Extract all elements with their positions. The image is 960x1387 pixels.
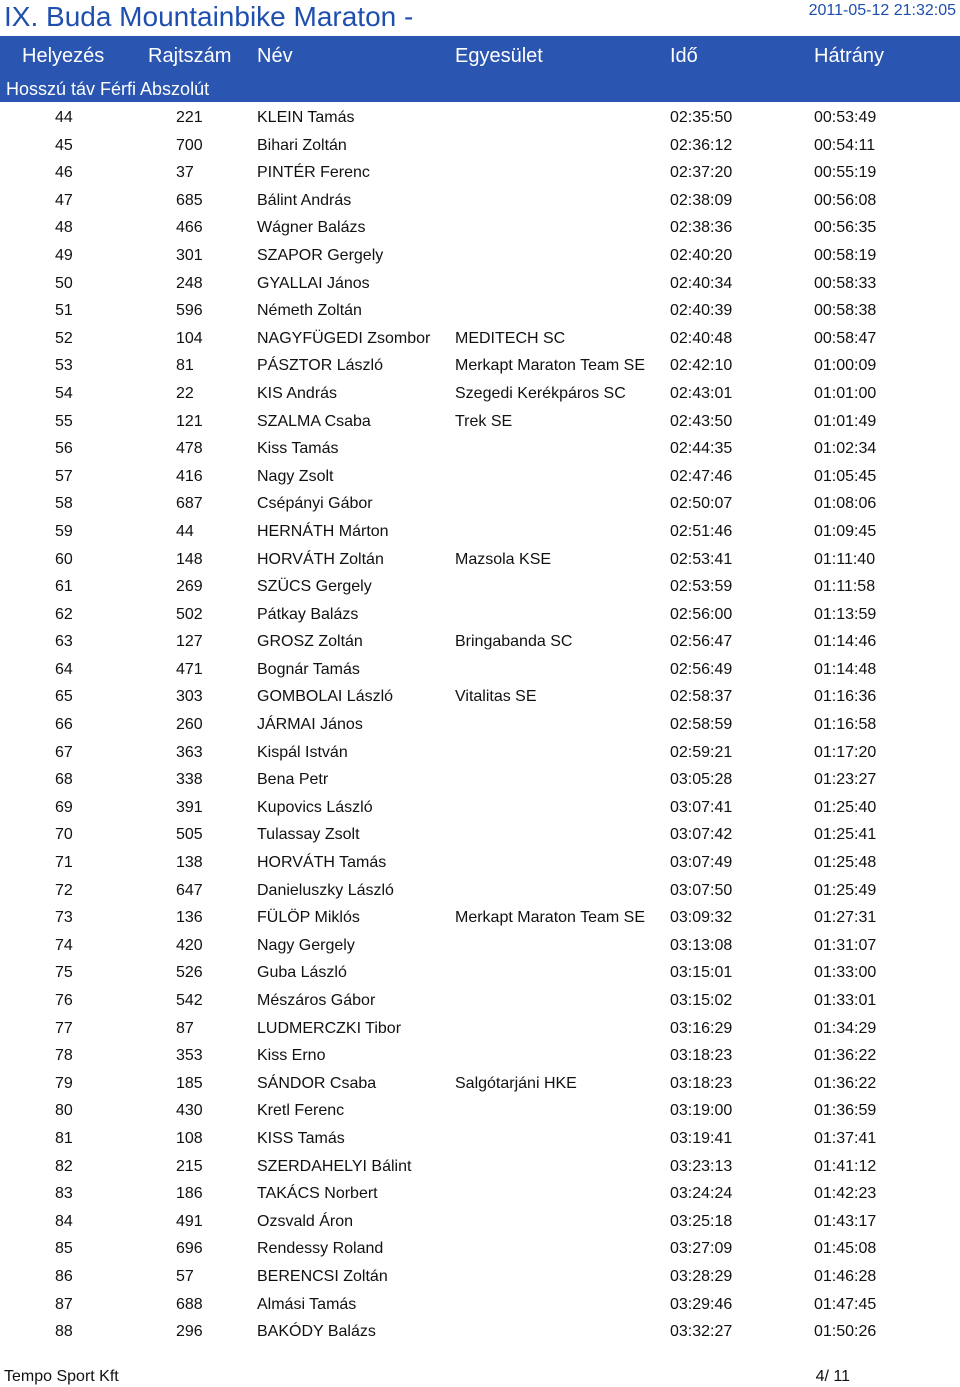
table-row [0,408,960,436]
cell-time: 03:15:02 [670,992,733,1009]
cell-time: 02:35:50 [670,109,733,126]
table-row [0,325,960,353]
cell-time: 02:38:36 [670,219,733,237]
cell-name: SÁNDOR Csaba [257,1074,377,1092]
column-header-club: Egyesület [455,45,543,67]
cell-name: GOMBOLAI László [257,688,394,706]
cell-bib: 248 [176,274,203,292]
cell-position: 74 [55,936,73,954]
cell-name: Bihari Zoltán [257,136,347,154]
cell-gap: 01:36:59 [814,1102,877,1120]
cell-name: Almási Tamás [257,1295,357,1313]
cell-position: 66 [55,716,73,734]
cell-position: 78 [55,1047,73,1065]
cell-position: 70 [55,826,73,844]
cell-position: 82 [55,1157,73,1175]
cell-name: Kispál István [257,743,348,761]
cell-name: KIS András [257,384,338,402]
cell-bib: 303 [176,688,203,706]
cell-bib: 505 [176,826,203,844]
cell-bib: 269 [176,578,203,596]
cell-bib: 185 [176,1074,203,1092]
cell-name: Tulassay Zsolt [257,826,360,844]
cell-time: 02:51:46 [670,522,733,540]
cell-time: 02:43:01 [670,384,733,402]
cell-time: 03:25:18 [670,1212,733,1230]
table-row [0,601,960,629]
cell-name: Kiss Erno [257,1047,326,1065]
cell-gap: 01:13:59 [814,605,877,623]
cell-gap: 01:33:01 [814,992,877,1009]
document-title: IX. Buda Mountainbike Maraton - [4,1,414,32]
cell-gap: 01:17:20 [814,743,877,761]
results-table [0,104,960,1346]
cell-time: 02:58:59 [670,716,733,734]
cell-bib: 466 [176,219,203,237]
table-row [0,1042,960,1070]
cell-gap: 00:56:35 [814,219,877,237]
cell-position: 57 [55,467,73,485]
cell-time: 03:15:01 [670,964,733,982]
cell-time: 03:27:09 [670,1240,733,1258]
cell-position: 48 [55,219,73,237]
cell-time: 02:42:10 [670,357,733,375]
cell-name: NAGYFÜGEDI Zsombor [257,329,431,347]
cell-position: 54 [55,384,73,402]
cell-time: 03:29:46 [670,1295,733,1313]
cell-club: MEDITECH SC [455,329,566,347]
cell-bib: 478 [176,440,203,458]
cell-bib: 44 [176,522,194,540]
cell-name: BAKÓDY Balázs [257,1323,376,1341]
cell-position: 45 [55,136,73,154]
document-timestamp: 2011-05-12 21:32:05 [808,2,956,19]
cell-time: 03:07:49 [670,854,733,872]
cell-position: 62 [55,605,73,623]
cell-name: Bena Petr [257,771,329,789]
cell-position: 86 [55,1267,73,1285]
cell-time: 03:24:24 [670,1185,733,1203]
cell-gap: 01:41:12 [814,1157,877,1175]
cell-club: Mazsola KSE [455,550,552,568]
cell-position: 59 [55,522,73,540]
cell-club: Bringabanda SC [455,633,573,651]
cell-time: 02:38:09 [670,191,733,209]
cell-position: 88 [55,1323,73,1341]
column-header-time: Idő [670,45,698,67]
cell-bib: 391 [176,798,203,816]
cell-club: Salgótarjáni HKE [455,1074,577,1092]
cell-gap: 01:14:46 [814,633,877,651]
cell-name: Pátkay Balázs [257,605,359,623]
cell-gap: 01:37:41 [814,1129,877,1147]
table-row [0,187,960,215]
cell-time: 02:58:37 [670,688,733,706]
cell-name: Kupovics László [257,798,373,816]
cell-bib: 296 [176,1323,203,1341]
cell-bib: 687 [176,495,203,513]
cell-position: 47 [55,191,73,209]
cell-name: Ozsvald Áron [257,1212,354,1230]
cell-gap: 01:01:00 [814,384,877,402]
cell-gap: 01:25:48 [814,854,877,872]
cell-name: Wágner Balázs [257,219,366,237]
cell-position: 52 [55,329,73,347]
cell-name: TAKÁCS Norbert [257,1185,378,1203]
cell-bib: 301 [176,246,203,264]
cell-gap: 01:34:29 [814,1019,877,1037]
table-row [0,849,960,877]
cell-name: KLEIN Tamás [257,109,355,126]
cell-bib: 596 [176,302,203,320]
cell-position: 64 [55,660,73,678]
cell-gap: 01:00:09 [814,357,877,375]
column-header-name: Név [257,45,293,67]
cell-bib: 136 [176,909,203,927]
cell-name: Mészáros Gábor [257,992,376,1009]
cell-time: 02:56:00 [670,605,733,623]
cell-name: Danieluszky László [257,881,394,899]
cell-gap: 01:08:06 [814,495,877,513]
cell-bib: 186 [176,1185,203,1203]
cell-name: Nagy Zsolt [257,467,334,485]
table-row [0,214,960,242]
cell-gap: 01:43:17 [814,1212,877,1230]
cell-position: 72 [55,881,73,899]
cell-bib: 688 [176,1295,203,1313]
cell-position: 60 [55,550,73,568]
cell-bib: 87 [176,1019,194,1037]
cell-name: GROSZ Zoltán [257,633,363,651]
cell-position: 51 [55,302,73,320]
table-row [0,380,960,408]
cell-position: 83 [55,1185,73,1203]
cell-gap: 01:25:41 [814,826,877,844]
cell-gap: 01:33:00 [814,964,877,982]
cell-position: 53 [55,357,73,375]
cell-bib: 526 [176,964,203,982]
cell-bib: 363 [176,743,203,761]
cell-time: 02:50:07 [670,495,733,513]
cell-time: 02:53:41 [670,550,733,568]
table-row [0,104,960,132]
cell-gap: 01:45:08 [814,1240,877,1258]
column-header-gap: Hátrány [814,45,885,67]
table-row [0,1153,960,1181]
table-row [0,159,960,187]
cell-position: 49 [55,246,73,264]
cell-position: 71 [55,854,73,872]
cell-position: 69 [55,798,73,816]
cell-time: 02:59:21 [670,743,733,761]
table-row [0,1263,960,1291]
cell-bib: 416 [176,467,203,485]
cell-gap: 01:36:22 [814,1074,877,1092]
cell-bib: 700 [176,136,203,154]
cell-time: 02:40:48 [670,329,733,347]
cell-position: 84 [55,1212,73,1230]
cell-bib: 338 [176,771,203,789]
table-row [0,490,960,518]
table-row [0,987,960,1015]
cell-name: Rendessy Roland [257,1240,384,1258]
cell-position: 81 [55,1129,73,1147]
cell-gap: 00:55:19 [814,164,877,182]
cell-gap: 00:58:19 [814,246,877,264]
table-row [0,1318,960,1346]
table-row [0,1097,960,1125]
cell-gap: 01:25:49 [814,881,877,899]
cell-name: SZERDAHELYI Bálint [257,1157,412,1175]
table-row [0,1015,960,1043]
cell-position: 46 [55,164,73,182]
cell-bib: 420 [176,936,203,954]
cell-name: FÜLÖP Miklós [257,909,360,927]
cell-bib: 121 [176,412,203,430]
cell-gap: 01:23:27 [814,771,877,789]
cell-gap: 00:58:47 [814,329,877,347]
cell-gap: 01:02:34 [814,440,877,458]
cell-gap: 00:58:38 [814,302,877,320]
table-row [0,463,960,491]
cell-name: Németh Zoltán [257,302,362,320]
cell-position: 68 [55,771,73,789]
table-row [0,1180,960,1208]
cell-time: 02:40:20 [670,246,733,264]
cell-gap: 01:11:58 [814,578,876,596]
cell-name: Csépányi Gábor [257,495,373,513]
cell-position: 85 [55,1240,73,1258]
cell-bib: 221 [176,109,203,126]
cell-gap: 01:16:58 [814,716,877,734]
table-header [0,36,960,102]
cell-time: 03:07:42 [670,826,733,844]
cell-position: 73 [55,909,73,927]
table-row [0,1070,960,1098]
cell-time: 03:32:27 [670,1323,733,1341]
cell-club: Vitalitas SE [455,688,537,706]
cell-bib: 148 [176,550,203,568]
cell-gap: 00:53:49 [814,109,877,126]
cell-gap: 01:05:45 [814,467,877,485]
cell-bib: 353 [176,1047,203,1065]
cell-time: 02:44:35 [670,440,733,458]
cell-time: 02:47:46 [670,467,733,485]
cell-bib: 430 [176,1102,203,1120]
table-row [0,821,960,849]
table-row [0,546,960,574]
table-row [0,794,960,822]
cell-gap: 00:56:08 [814,191,877,209]
cell-time: 02:53:59 [670,578,733,596]
table-row [0,1125,960,1153]
table-row [0,242,960,270]
cell-bib: 502 [176,605,203,623]
cell-position: 65 [55,688,73,706]
cell-position: 80 [55,1102,73,1120]
column-header-bib: Rajtszám [148,45,232,67]
cell-position: 50 [55,274,73,292]
cell-time: 03:05:28 [670,771,733,789]
cell-gap: 01:42:23 [814,1185,877,1203]
cell-position: 63 [55,633,73,651]
table-row [0,1291,960,1319]
table-row [0,573,960,601]
cell-time: 03:28:29 [670,1267,733,1285]
cell-time: 03:13:08 [670,936,733,954]
cell-club: Merkapt Maraton Team SE [455,909,646,927]
cell-time: 03:07:50 [670,881,733,899]
cell-bib: 685 [176,191,203,209]
cell-time: 03:19:00 [670,1102,733,1120]
title-bar [0,0,960,36]
cell-name: GYALLAI János [257,274,370,292]
cell-name: Guba László [257,964,347,982]
table-row [0,1208,960,1236]
cell-gap: 01:16:36 [814,688,877,706]
cell-time: 02:36:12 [670,136,733,154]
footer-company: Tempo Sport Kft [4,1368,119,1385]
cell-time: 02:56:49 [670,660,733,678]
cell-gap: 01:09:45 [814,522,877,540]
cell-bib: 542 [176,992,203,1009]
cell-time: 03:18:23 [670,1047,733,1065]
cell-name: LUDMERCZKI Tibor [257,1019,402,1037]
category-label: Hosszú táv Férfi Abszolút [6,79,210,99]
cell-bib: 22 [176,384,194,402]
cell-club: Merkapt Maraton Team SE [455,357,646,375]
table-row [0,683,960,711]
table-row [0,132,960,160]
cell-position: 75 [55,964,73,982]
cell-gap: 00:54:11 [814,136,876,154]
cell-bib: 696 [176,1240,203,1258]
cell-bib: 215 [176,1157,203,1175]
table-row [0,959,960,987]
table-row [0,656,960,684]
cell-bib: 37 [176,164,194,182]
cell-gap: 01:50:26 [814,1323,877,1341]
cell-gap: 01:01:49 [814,412,877,430]
cell-name: SZAPOR Gergely [257,246,384,264]
table-row [0,435,960,463]
cell-name: Nagy Gergely [257,936,355,954]
cell-club: Trek SE [455,412,513,430]
table-row [0,904,960,932]
table-row [0,766,960,794]
cell-gap: 01:31:07 [814,936,877,954]
cell-name: Bognár Tamás [257,660,360,678]
table-row [0,711,960,739]
cell-position: 76 [55,992,73,1009]
cell-name: HORVÁTH Tamás [257,854,387,872]
cell-gap: 01:36:22 [814,1047,877,1065]
cell-bib: 104 [176,329,203,347]
cell-time: 03:18:23 [670,1074,733,1092]
cell-time: 03:07:41 [670,798,733,816]
cell-gap: 01:11:40 [814,550,876,568]
cell-time: 03:09:32 [670,909,733,927]
cell-bib: 647 [176,881,203,899]
cell-name: KISS Tamás [257,1129,345,1147]
table-row [0,270,960,298]
cell-name: PÁSZTOR László [257,357,383,375]
cell-gap: 01:27:31 [814,909,877,927]
cell-name: BERENCSI Zoltán [257,1267,388,1285]
cell-time: 03:19:41 [670,1129,733,1147]
cell-time: 02:40:39 [670,302,733,320]
cell-position: 58 [55,495,73,513]
cell-name: PINTÉR Ferenc [257,164,370,182]
cell-gap: 01:14:48 [814,660,877,678]
cell-bib: 491 [176,1212,203,1230]
table-row [0,628,960,656]
cell-position: 67 [55,743,73,761]
cell-bib: 138 [176,854,203,872]
cell-name: Kiss Tamás [257,440,339,458]
table-row [0,352,960,380]
cell-position: 61 [55,578,73,596]
cell-position: 79 [55,1074,73,1092]
table-row [0,932,960,960]
cell-time: 03:23:13 [670,1157,733,1175]
cell-time: 03:16:29 [670,1019,733,1037]
cell-name: HERNÁTH Márton [257,522,389,540]
cell-bib: 471 [176,660,203,678]
column-header-position: Helyezés [22,45,105,67]
footer-page-number: 4/ 11 [815,1368,850,1385]
cell-name: SZÜCS Gergely [257,578,372,596]
cell-position: 77 [55,1019,73,1037]
cell-position: 55 [55,412,73,430]
cell-name: JÁRMAI János [257,716,363,734]
cell-gap: 01:47:45 [814,1295,877,1313]
cell-gap: 01:25:40 [814,798,877,816]
cell-name: Kretl Ferenc [257,1102,345,1120]
table-row [0,297,960,325]
table-row [0,1235,960,1263]
cell-bib: 260 [176,716,203,734]
cell-time: 02:43:50 [670,412,733,430]
cell-time: 02:37:20 [670,164,733,182]
cell-position: 44 [55,109,73,126]
cell-position: 56 [55,440,73,458]
cell-name: HORVÁTH Zoltán [257,550,384,568]
cell-position: 87 [55,1295,73,1313]
cell-gap: 01:46:28 [814,1267,877,1285]
cell-club: Szegedi Kerékpáros SC [455,384,626,402]
table-row [0,518,960,546]
cell-time: 02:40:34 [670,274,733,292]
cell-bib: 108 [176,1129,203,1147]
cell-bib: 127 [176,633,203,651]
table-row [0,739,960,767]
cell-bib: 81 [176,357,194,375]
table-row [0,877,960,905]
cell-gap: 00:58:33 [814,274,877,292]
cell-bib: 57 [176,1267,194,1285]
cell-time: 02:56:47 [670,633,733,651]
cell-name: SZALMA Csaba [257,412,371,430]
cell-name: Bálint András [257,191,352,209]
